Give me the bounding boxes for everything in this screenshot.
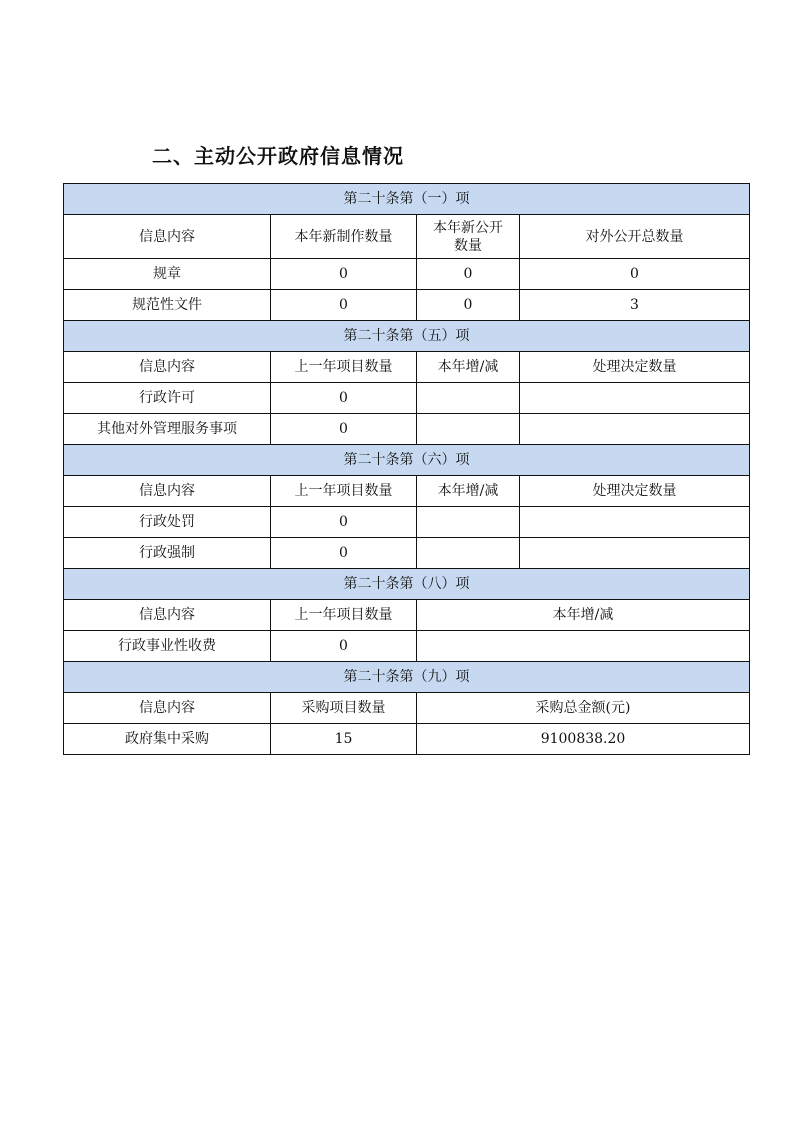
- table-row: [64, 383, 750, 414]
- table-cell: [520, 507, 750, 538]
- column-header-row: [64, 352, 750, 383]
- table-cell: [417, 538, 520, 569]
- table-cell: 0: [271, 259, 417, 290]
- table-row: [64, 290, 750, 321]
- column-header: 本年增/减: [417, 352, 520, 383]
- section-heading: 第二十条第（八）项: [64, 569, 750, 600]
- table-cell: 0: [271, 538, 417, 569]
- table-row: [64, 724, 750, 755]
- column-header: 本年增/减: [417, 600, 750, 631]
- disclosure-table: [63, 183, 750, 755]
- section-heading-row: [64, 184, 750, 215]
- table-cell: 0: [271, 383, 417, 414]
- table-cell: [520, 414, 750, 445]
- table-cell: 0: [520, 259, 750, 290]
- section-heading: 第二十条第（五）项: [64, 321, 750, 352]
- column-header: 对外公开总数量: [520, 215, 750, 259]
- table-cell: 行政事业性收费: [64, 631, 271, 662]
- column-header: 上一年项目数量: [271, 476, 417, 507]
- column-header-row: [64, 476, 750, 507]
- table-cell: 9100838.20: [417, 724, 750, 755]
- table-cell: 规范性文件: [64, 290, 271, 321]
- table-cell: [520, 383, 750, 414]
- section-title: 二、主动公开政府信息情况: [152, 144, 404, 168]
- table-row: [64, 414, 750, 445]
- section-heading-row: [64, 321, 750, 352]
- column-header: 信息内容: [64, 215, 271, 259]
- column-header: 采购项目数量: [271, 693, 417, 724]
- table-row: [64, 507, 750, 538]
- table-cell: 政府集中采购: [64, 724, 271, 755]
- section-heading-row: [64, 569, 750, 600]
- table-cell: 0: [417, 290, 520, 321]
- table-cell: [417, 507, 520, 538]
- section-heading: 第二十条第（九）项: [64, 662, 750, 693]
- section-heading-row: [64, 662, 750, 693]
- table-row: [64, 538, 750, 569]
- column-header: 上一年项目数量: [271, 352, 417, 383]
- column-header: 本年新制作数量: [271, 215, 417, 259]
- table-cell: 3: [520, 290, 750, 321]
- column-header: 信息内容: [64, 352, 271, 383]
- column-header: 处理决定数量: [520, 352, 750, 383]
- column-header: 本年新公开 数量: [417, 215, 520, 259]
- table-cell: [417, 383, 520, 414]
- table-cell: 行政许可: [64, 383, 271, 414]
- column-header: 信息内容: [64, 600, 271, 631]
- table-cell: 0: [271, 414, 417, 445]
- table-cell: 行政强制: [64, 538, 271, 569]
- table-cell: 行政处罚: [64, 507, 271, 538]
- table-cell: 其他对外管理服务事项: [64, 414, 271, 445]
- table-cell: 规章: [64, 259, 271, 290]
- table-cell: 0: [417, 259, 520, 290]
- column-header: 信息内容: [64, 693, 271, 724]
- column-header: 采购总金额(元): [417, 693, 750, 724]
- table-cell: 0: [271, 631, 417, 662]
- section-heading: 第二十条第（一）项: [64, 184, 750, 215]
- table-row: [64, 631, 750, 662]
- column-header: 处理决定数量: [520, 476, 750, 507]
- table-cell: [520, 538, 750, 569]
- table-cell: [417, 414, 520, 445]
- section-heading-row: [64, 445, 750, 476]
- column-header-row: [64, 215, 750, 259]
- table-cell: 15: [271, 724, 417, 755]
- table-cell: [417, 631, 750, 662]
- table-cell: 0: [271, 290, 417, 321]
- column-header: 信息内容: [64, 476, 271, 507]
- section-heading: 第二十条第（六）项: [64, 445, 750, 476]
- column-header: 上一年项目数量: [271, 600, 417, 631]
- table-row: [64, 259, 750, 290]
- column-header: 本年增/减: [417, 476, 520, 507]
- column-header-row: [64, 693, 750, 724]
- table-cell: 0: [271, 507, 417, 538]
- column-header-row: [64, 600, 750, 631]
